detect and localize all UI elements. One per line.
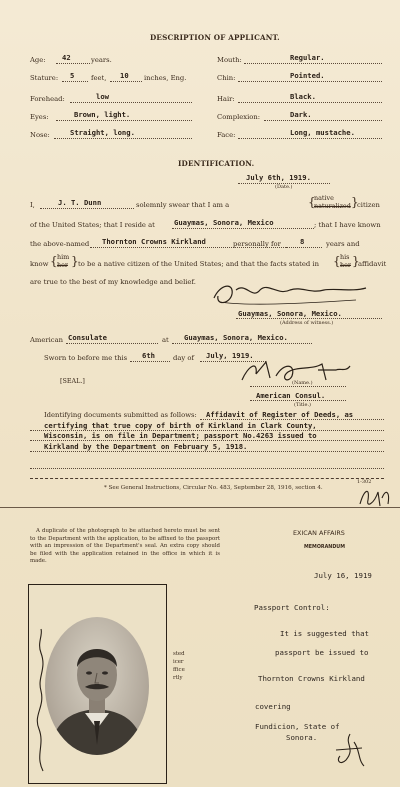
nose-value: Straight, long. — [70, 128, 135, 137]
chin-value: Pointed. — [290, 71, 325, 80]
official-name-line — [250, 386, 346, 387]
memo-title: MEMORANDUM — [304, 545, 345, 550]
consulate-location-line — [172, 343, 312, 344]
witness-address: Guaymas, Sonora, Mexico. — [238, 309, 342, 318]
documents-line1-rule — [200, 419, 384, 420]
his-brace: { — [333, 254, 341, 268]
photo-side-text — [173, 650, 185, 682]
documents-line4-rule — [30, 451, 384, 452]
date-caption: (Date.) — [275, 184, 293, 190]
memo-date: July 16, 1919 — [314, 571, 372, 580]
consulate-line — [66, 343, 158, 344]
memo-initials — [330, 730, 370, 770]
face-label: Face: — [217, 131, 236, 139]
stature-label: Stature: — [30, 74, 59, 82]
applicant-name: Thornton Crowns Kirkland — [102, 237, 206, 246]
stature-feet: 5 — [70, 71, 75, 80]
memo-line3: covering — [255, 702, 291, 711]
sworn-day: 6th — [142, 351, 155, 360]
documents-line2: certifying that true copy of birth of Kirkland in Clark County, — [44, 421, 317, 430]
applicant-photo — [45, 617, 149, 755]
forehead-label: Forehead: — [30, 95, 65, 103]
witness-name: J. T. Dunn — [58, 198, 102, 207]
age-unit: years. — [91, 56, 112, 64]
official-title-line — [250, 400, 346, 401]
eyes-value: Brown, light. — [74, 110, 131, 119]
official-title: American Consul. — [256, 391, 326, 400]
photo-side-line-4: rtly — [173, 675, 183, 681]
memo-to: Passport Control: — [254, 603, 330, 612]
sworn-month-year: July, 1919. — [206, 351, 254, 360]
face-line — [238, 138, 382, 139]
identification-date: July 6th, 1919. — [246, 173, 311, 182]
mouth-line — [244, 63, 382, 64]
his-brace-close: } — [352, 254, 360, 268]
stature-inches: 10 — [120, 71, 129, 80]
hair-label: Hair: — [217, 95, 235, 103]
sworn-day-line — [130, 361, 170, 362]
at-label: at — [162, 336, 169, 344]
documents-line1: Affidavit of Register of Deeds, as — [206, 410, 354, 419]
him-brace: { — [50, 254, 58, 268]
official-name-caption: (Name.) — [292, 380, 313, 386]
mouth-value: Regular. — [290, 53, 325, 62]
description-heading: DESCRIPTION OF APPLICANT. — [150, 33, 280, 42]
seal-label: [SEAL.] — [60, 377, 85, 385]
consulate-word: Consulate — [68, 333, 107, 342]
him-word: him — [57, 253, 70, 261]
documents-label: Identifying documents submitted as follows: — [44, 411, 197, 419]
footnote: * See General Instructions, Circular No. 483, September 28, 1916, section 4. — [104, 485, 323, 491]
residence-line — [172, 228, 314, 229]
memo-line1: It is suggested that — [280, 629, 369, 638]
native-brace-close: } — [351, 195, 359, 209]
complexion-label: Complexion: — [217, 113, 261, 121]
day-of: day of — [173, 354, 195, 362]
i-label: I, — [30, 201, 35, 209]
years-and: years and — [326, 240, 360, 248]
memo-office: EXICAN AFFAIRS — [293, 529, 345, 537]
age-value: 42 — [62, 53, 71, 62]
stature-feet-line — [62, 81, 88, 82]
memo-line5: Sonora. — [286, 733, 318, 742]
know-label: know — [30, 260, 49, 268]
complexion-value: Dark. — [290, 110, 312, 119]
stature-inches-line — [110, 81, 142, 82]
years-line — [286, 247, 322, 248]
corner-mark: 1-302 — [357, 479, 372, 485]
witness-name-line — [40, 208, 134, 209]
true-text: are true to the best of my knowledge and belief. — [30, 278, 196, 286]
age-line — [56, 63, 90, 64]
american-label: American — [30, 336, 64, 344]
forehead-value: low — [96, 92, 109, 101]
us-text: of the United States; that I reside at — [30, 221, 155, 229]
official-title-caption: (Title.) — [294, 402, 311, 408]
witness-signature — [206, 280, 376, 310]
witness-address-caption: (Address of witness.) — [280, 320, 334, 326]
consulate-location: Guaymas, Sonora, Mexico. — [184, 333, 288, 342]
footnote-separator — [30, 478, 384, 479]
her-word: her — [57, 261, 68, 269]
complexion-line — [264, 120, 382, 121]
known-text: ; that I have known — [314, 221, 381, 229]
years-known: 8 — [300, 237, 305, 246]
her2-word: her — [340, 261, 351, 269]
documents-blank-rule — [30, 468, 384, 469]
documents-line3: Wisconsin, is on file in Department; passport No.4263 issued to — [44, 431, 317, 440]
native-citizen-text: to be a native citizen of the United States; and that the facts stated in — [78, 260, 319, 268]
photo-side-line-3: ffice — [173, 667, 185, 673]
applicant-photo-frame — [28, 584, 167, 784]
swear-text: solemnly swear that I am a — [136, 201, 230, 209]
his-word: his — [340, 253, 350, 261]
native-word: native — [314, 194, 334, 202]
applicant-portrait — [45, 617, 149, 755]
eyes-label: Eyes: — [30, 113, 49, 121]
witness-address-line — [236, 318, 382, 319]
documents-line3-rule — [30, 440, 384, 441]
memo-line4: Fundicion, State of — [255, 722, 340, 731]
photo-side-line-2: icer — [173, 659, 184, 665]
age-label: Age: — [30, 56, 46, 64]
forehead-line — [70, 102, 192, 103]
section-divider — [0, 507, 400, 508]
residence: Guaymas, Sonora, Mexico — [174, 218, 274, 227]
identification-heading: IDENTIFICATION. — [178, 159, 255, 168]
chin-label: Chin: — [217, 74, 236, 82]
photo-instructions: A duplicate of the photograph to be attached hereto must be sent to the Department with the application, to be affixed to the passport with an impression of the Department's seal. An extra copy should be filed with the application retained in the office in which it is made. — [30, 528, 220, 565]
him-brace-close: } — [71, 254, 79, 268]
above-named: the above-named — [30, 240, 90, 248]
hair-line — [238, 102, 382, 103]
naturalized-word: naturalized — [314, 202, 351, 210]
stature-inches-unit: inches, Eng. — [144, 74, 187, 82]
nose-label: Nose: — [30, 131, 50, 139]
documents-line4: Kirkland by the Department on February 5, 1918. — [44, 442, 248, 451]
affidavit-label: affidavit — [358, 260, 387, 268]
chin-line — [238, 81, 382, 82]
memo-line2: passport be issued to — [275, 648, 369, 657]
stature-feet-unit: feet, — [91, 74, 107, 82]
eyes-line — [56, 120, 192, 121]
photo-side-line-1: sted — [173, 651, 185, 657]
native-brace: { — [308, 195, 316, 209]
hair-value: Black. — [290, 92, 316, 101]
mouth-label: Mouth: — [217, 56, 242, 64]
sworn-text: Sworn to before me this — [44, 354, 128, 362]
face-value: Long, mustache. — [290, 128, 355, 137]
personally-for: personally for — [233, 240, 281, 248]
memo-name: Thornton Crowns Kirkland — [258, 674, 365, 683]
citizen-label: citizen — [357, 201, 380, 209]
photo-signature — [29, 625, 51, 775]
nose-line — [54, 138, 192, 139]
